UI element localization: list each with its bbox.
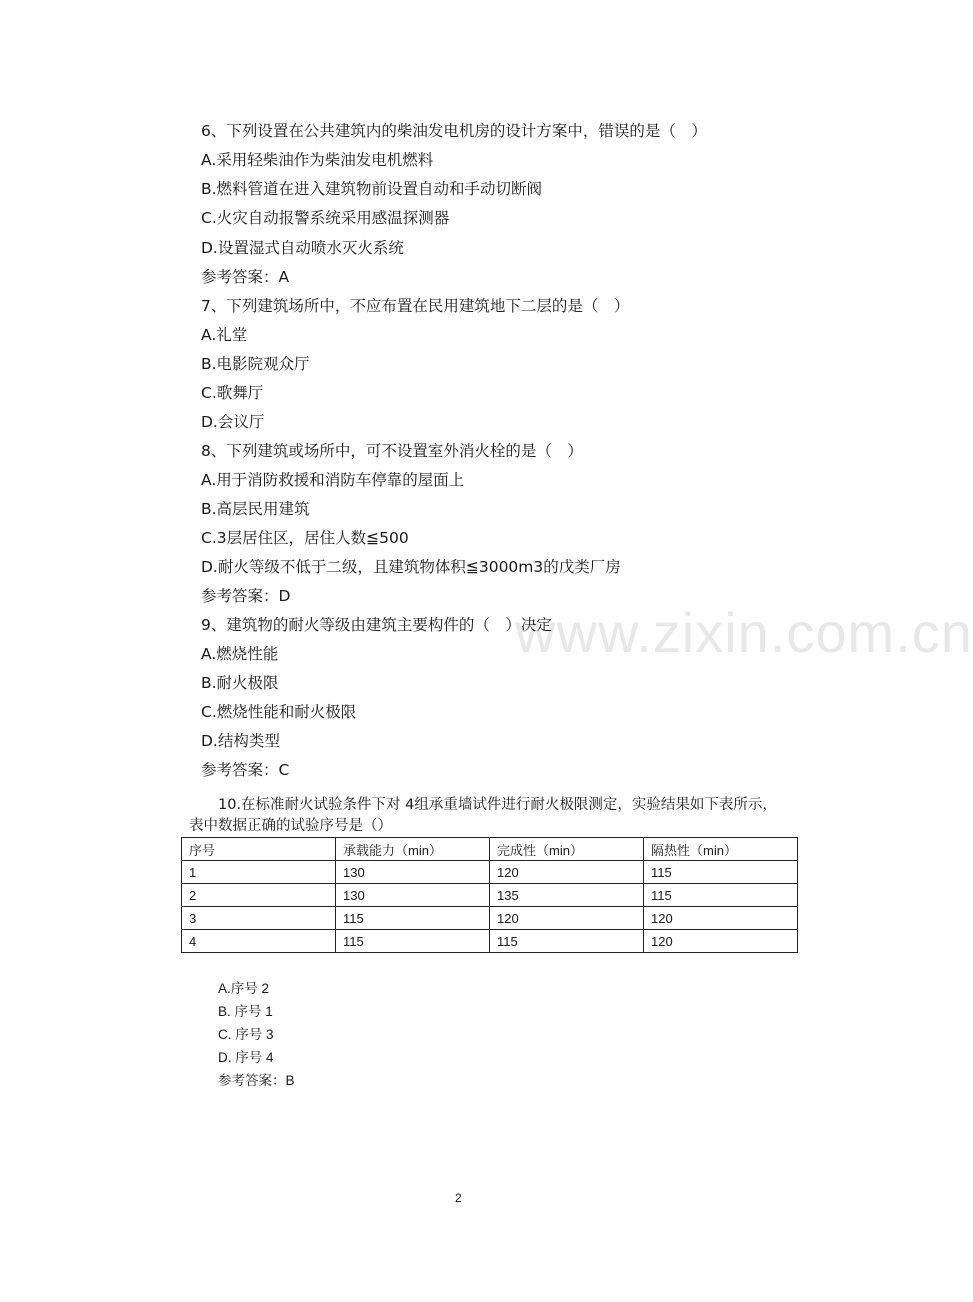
table-cell: 120 [490, 907, 644, 930]
table-cell: 1 [182, 861, 336, 884]
table-header-cell: 完成性（min） [490, 838, 644, 861]
question-8-option-a: A.用于消防救援和消防车停靠的屋面上 [201, 471, 465, 489]
question-7-option-d: D.会议厅 [201, 413, 265, 431]
table-row [182, 930, 798, 953]
question-9-stem: 9、建筑物的耐火等级由建筑主要构件的（ ）决定 [201, 616, 552, 634]
results-table [181, 837, 798, 953]
table-cell: 130 [336, 861, 490, 884]
table-row [182, 861, 798, 884]
question-10-stem-line2: 表中数据正确的试验序号是（） [189, 818, 392, 834]
table-header-cell: 承载能力（min） [336, 838, 490, 861]
question-8-option-d: D.耐火等级不低于二级，且建筑物体积≦3000m3的戊类厂房 [201, 558, 621, 576]
question-10-stem-line1: 10.在标准耐火试验条件下对 4组承重墙试件进行耐火极限测定，实验结果如下表所示， [218, 797, 777, 813]
question-9-option-a: A.燃烧性能 [201, 645, 279, 663]
table-header-cell: 序号 [182, 838, 336, 861]
question-10-option-d: D. 序号 4 [218, 1050, 274, 1065]
table-row [182, 907, 798, 930]
question-6-option-b: B.燃料管道在进入建筑物前设置自动和手动切断阀 [201, 180, 543, 198]
question-6-option-c: C.火灾自动报警系统采用感温探测器 [201, 209, 450, 227]
question-9-option-c: C.燃烧性能和耐火极限 [201, 703, 357, 721]
question-10-answer: 参考答案：B [218, 1073, 295, 1088]
table-cell: 115 [336, 907, 490, 930]
table-header-cell: 隔热性（min） [644, 838, 798, 861]
table-cell: 115 [644, 861, 798, 884]
question-8-stem: 8、下列建筑或场所中，可不设置室外消火栓的是（ ） [201, 442, 583, 460]
table-cell: 115 [336, 930, 490, 953]
question-8-answer: 参考答案：D [201, 587, 291, 605]
table-cell: 115 [644, 884, 798, 907]
table-cell: 120 [644, 907, 798, 930]
question-6-option-a: A.采用轻柴油作为柴油发电机燃料 [201, 151, 434, 169]
question-7-option-c: C.歌舞厅 [201, 384, 264, 402]
table-row [182, 884, 798, 907]
table-cell: 120 [644, 930, 798, 953]
page-number: 2 [455, 1191, 462, 1205]
question-7-option-a: A.礼堂 [201, 326, 248, 344]
table-cell: 130 [336, 884, 490, 907]
table-cell: 2 [182, 884, 336, 907]
question-9-option-d: D.结构类型 [201, 732, 280, 750]
question-6-option-d: D.设置湿式自动喷水灭火系统 [201, 239, 404, 257]
question-10-option-b: B. 序号 1 [218, 1004, 273, 1019]
question-10-option-a: A.序号 2 [218, 981, 270, 996]
table-header-row [182, 838, 798, 861]
question-6-answer: 参考答案：A [201, 268, 290, 286]
question-6-stem: 6、下列设置在公共建筑内的柴油发电机房的设计方案中，错误的是（ ） [201, 122, 707, 140]
question-8-option-c: C.3层居住区，居住人数≦500 [201, 529, 409, 547]
table-cell: 4 [182, 930, 336, 953]
question-8-option-b: B.高层民用建筑 [201, 500, 310, 518]
question-7-option-b: B.电影院观众厅 [201, 355, 310, 373]
question-9-option-b: B.耐火极限 [201, 674, 279, 692]
table-cell: 135 [490, 884, 644, 907]
watermark: www.zixin.com.cn [515, 601, 973, 664]
question-10-option-c: C. 序号 3 [218, 1027, 274, 1042]
question-7-stem: 7、下列建筑场所中，不应布置在民用建筑地下二层的是（ ） [201, 297, 630, 315]
table-cell: 3 [182, 907, 336, 930]
table-cell: 115 [490, 930, 644, 953]
question-9-answer: 参考答案：C [201, 761, 290, 779]
table-cell: 120 [490, 861, 644, 884]
